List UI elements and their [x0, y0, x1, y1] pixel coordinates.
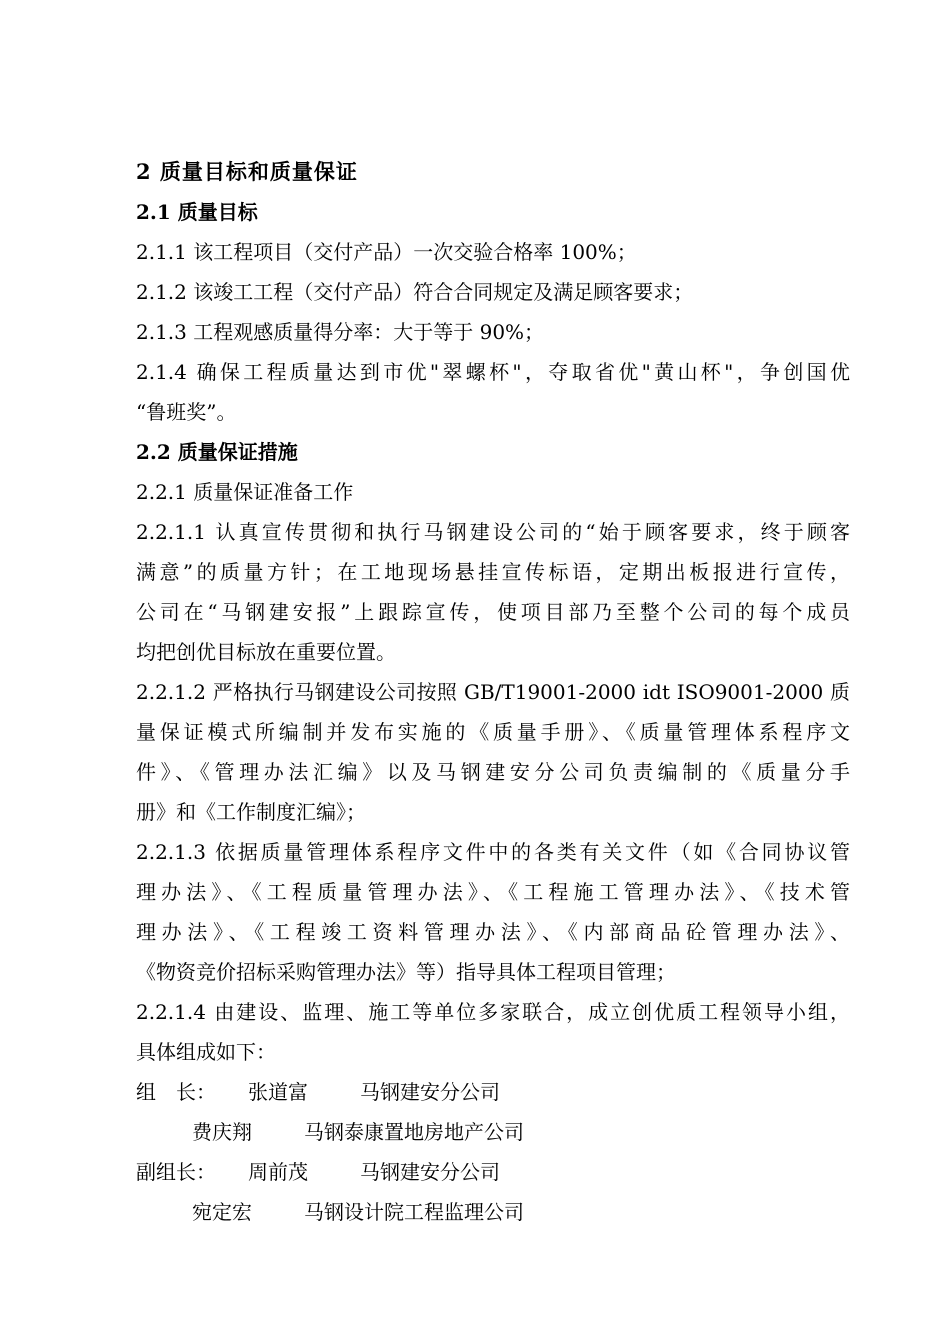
document-body	[136, 152, 850, 1232]
measures-subheading: 2.2.1 质量保证准备工作	[136, 480, 354, 504]
team-leader-2-row	[136, 1112, 850, 1152]
deputy-organization: 马钢建安分公司	[360, 1160, 500, 1184]
paragraph-2-2-1-4-line-2: 具体组成如下：	[136, 1040, 276, 1064]
paragraph-2-2-1-2-line-4: 册》和《工作制度汇编》；	[136, 800, 366, 824]
deputy-2-name: 宛定宏	[192, 1200, 252, 1224]
goal-item-2: 2.1.2 该竣工工程（交付产品）符合合同规定及满足顾客要求；	[136, 280, 694, 304]
paragraph-2-2-1-4-line-1: 2.2.1.4 由建设、监理、施工等单位多家联合，成立创优质工程领导小组，	[136, 1000, 850, 1024]
paragraph-2-2-1-1-line-1: 2.2.1.1 认真宣传贯彻和执行马钢建设公司的“始于顾客要求，终于顾客	[136, 520, 850, 544]
leader-name: 张道富	[248, 1080, 308, 1104]
leader-role-label: 组 长：	[136, 1080, 216, 1104]
section-title: 2 质量目标和质量保证	[136, 159, 358, 184]
goal-item-1: 2.1.1 该工程项目（交付产品）一次交验合格率 100%；	[136, 240, 637, 264]
deputy-2-organization: 马钢设计院工程监理公司	[304, 1200, 524, 1224]
paragraph-2-2-1-3-line-2: 理办法》、《工程质量管理办法》、《工程施工管理办法》、《技术管	[136, 880, 850, 904]
paragraph-2-2-1-3-line-4: 《物资竞价招标采购管理办法》等）指导具体工程项目管理；	[136, 960, 676, 984]
paragraph-2-2-1-3-line-3: 理办法》、《工程竣工资料管理办法》、《内部商品砼管理办法》、	[136, 920, 850, 944]
team-deputy-row	[136, 1152, 850, 1192]
goals-heading: 2.1 质量目标	[136, 200, 258, 224]
deputy-role-label: 副组长：	[136, 1160, 216, 1184]
leader-organization: 马钢建安分公司	[360, 1080, 500, 1104]
paragraph-2-2-1-2-line-2: 量保证模式所编制并发布实施的《质量手册》、《质量管理体系程序文	[136, 720, 850, 744]
paragraph-2-2-1-1-line-4: 均把创优目标放在重要位置。	[136, 640, 396, 664]
paragraph-2-2-1-2-line-1: 2.2.1.2 严格执行马钢建设公司按照 GB/T19001-2000 idt ISO9001-2000 质	[136, 680, 850, 704]
goal-item-3: 2.1.3 工程观感质量得分率：大于等于 90%；	[136, 320, 545, 344]
paragraph-2-2-1-1-line-3: 公司在“马钢建安报”上跟踪宣传，使项目部乃至整个公司的每个成员	[136, 600, 850, 624]
deputy-name: 周前茂	[248, 1160, 308, 1184]
paragraph-2-2-1-2-line-3: 件》、《管理办法汇编》以及马钢建安分公司负责编制的《质量分手	[136, 760, 850, 784]
team-deputy-2-row	[136, 1192, 850, 1232]
goal-item-4-line-2: “鲁班奖”。	[136, 400, 237, 424]
goal-item-4-line-1: 2.1.4 确保工程质量达到市优"翠螺杯"，夺取省优"黄山杯"，争创国优	[136, 360, 850, 384]
measures-heading: 2.2 质量保证措施	[136, 440, 298, 464]
leader-2-organization: 马钢泰康置地房地产公司	[304, 1120, 524, 1144]
paragraph-2-2-1-1-line-2: 满意”的质量方针；在工地现场悬挂宣传标语，定期出板报进行宣传，	[136, 560, 850, 584]
leader-2-name: 费庆翔	[192, 1120, 252, 1144]
paragraph-2-2-1-3-line-1: 2.2.1.3 依据质量管理体系程序文件中的各类有关文件（如《合同协议管	[136, 840, 850, 864]
team-leader-row	[136, 1072, 850, 1112]
